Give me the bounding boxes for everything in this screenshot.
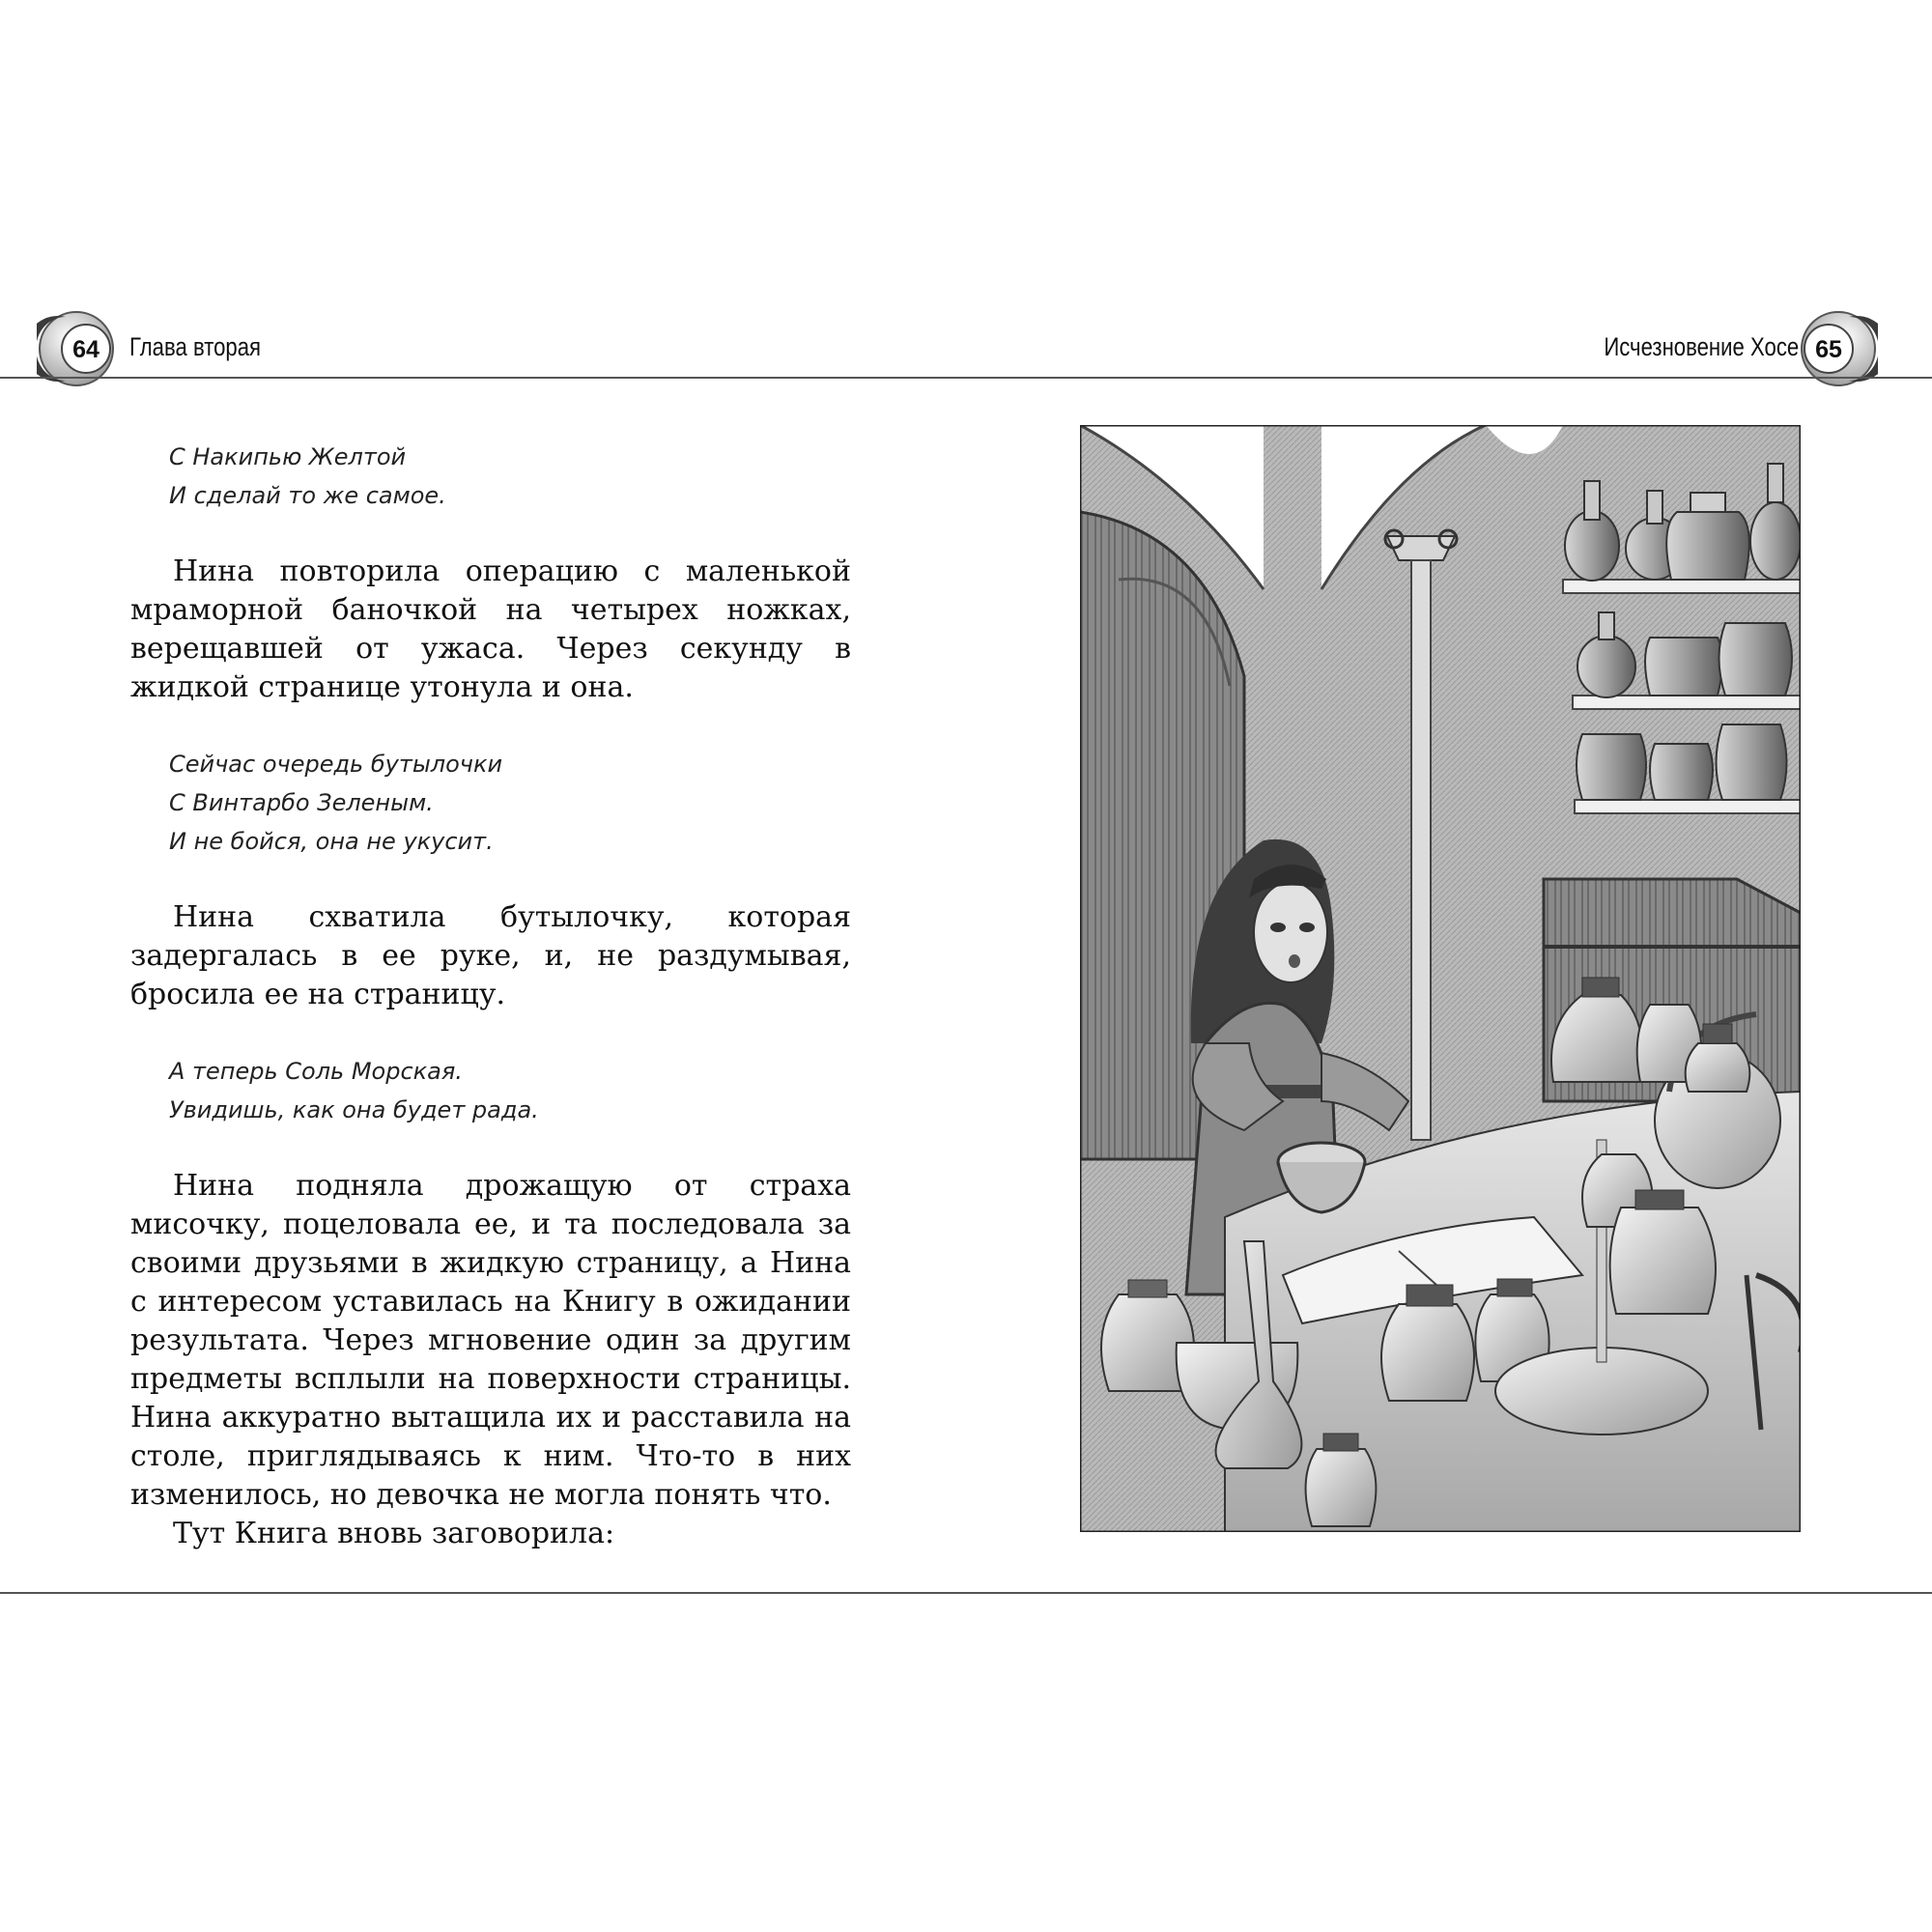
header-rule bbox=[0, 377, 1932, 379]
verse-block bbox=[130, 438, 851, 515]
verse-line: А теперь Соль Морская. bbox=[169, 1058, 463, 1085]
page-number-right: 65 bbox=[1815, 336, 1842, 363]
running-head-left: Глава вторая bbox=[129, 332, 262, 361]
paragraph: Нина схватила бутылочку, которая задергалась в ее руке, и, не раздумывая, бросила ее на страницу. bbox=[130, 900, 851, 1011]
verse-line: С Накипью Желтой bbox=[169, 443, 407, 470]
verse-line: Сейчас очередь бутылочки bbox=[169, 751, 503, 778]
pencil-illustration bbox=[1080, 425, 1801, 1532]
alchemy-room-illustration bbox=[1080, 425, 1801, 1532]
running-head-right: Исчезновение Хосе bbox=[1604, 332, 1799, 361]
paragraph: Тут Книга вновь заговорила: bbox=[173, 1517, 615, 1550]
footer-rule bbox=[0, 1592, 1932, 1594]
verse-line: Увидишь, как она будет рада. bbox=[169, 1096, 539, 1123]
verse-line: И не бойся, она не укусит. bbox=[169, 828, 494, 855]
shelves bbox=[1563, 464, 1801, 813]
verse-line: И сделай то же самое. bbox=[169, 482, 446, 509]
verse-block bbox=[130, 1052, 851, 1129]
left-page-text bbox=[130, 438, 851, 1553]
verse-line: С Винтарбо Зеленым. bbox=[169, 789, 434, 816]
paragraph: Нина подняла дрожащую от страха мисочку, поцеловала ее, и та последовала за своими друзьями в жидкую страницу, а Нина с интересом уставилась на Книгу в ожидании результата. Через мгновение один за другим предметы всплыли на поверхности страницы. Нина аккуратно вытащила их и расставила на столе, приглядываясь к ним. Что-то в них изменилось, но девочка не могла понять что. bbox=[130, 1169, 851, 1512]
paragraph: Нина повторила операцию с маленькой мраморной баночкой на четырех ножках, верещавшей от ужаса. Через секунду в жидкой странице утонула и она. bbox=[130, 554, 851, 704]
verse-block bbox=[130, 745, 851, 861]
page-number-left: 64 bbox=[72, 336, 99, 363]
